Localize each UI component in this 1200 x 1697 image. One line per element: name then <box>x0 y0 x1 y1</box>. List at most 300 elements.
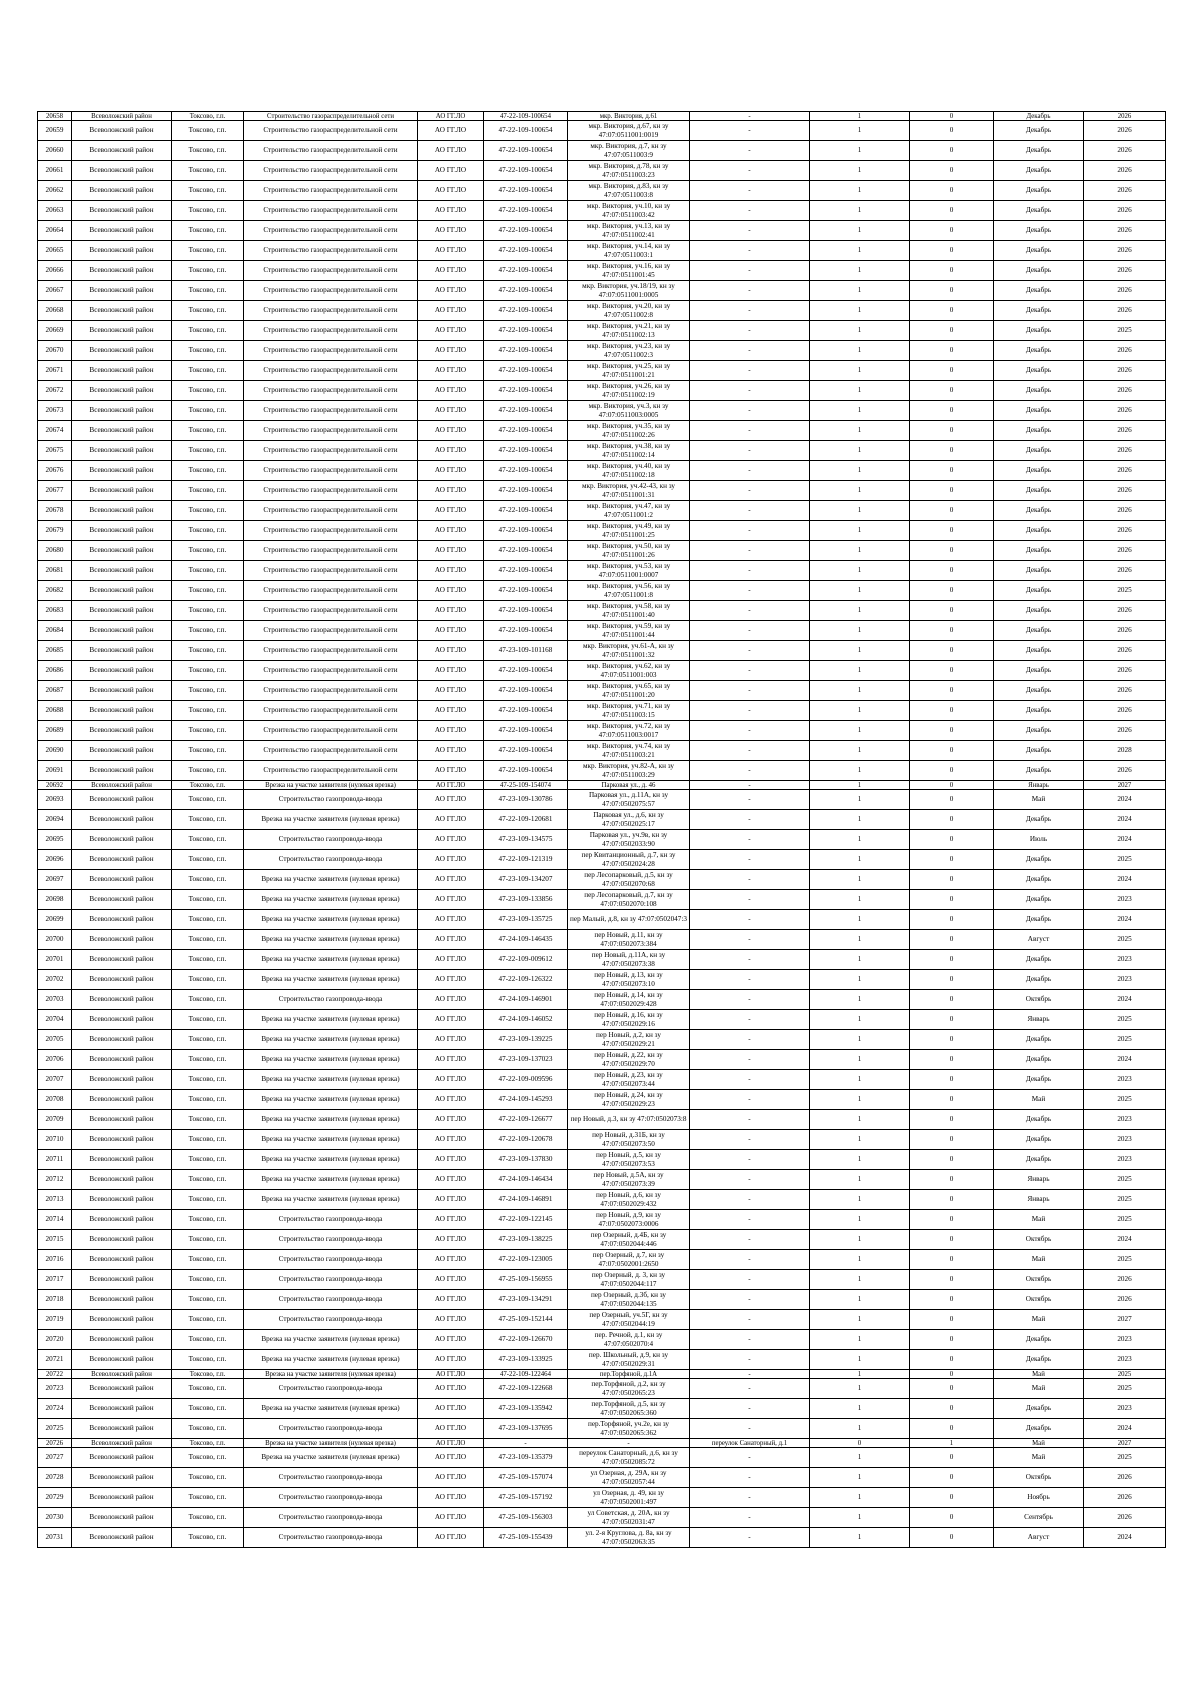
contract-number-cell: 47-23-109-137023 <box>484 1050 568 1070</box>
quantity-alt-cell: 0 <box>910 661 994 681</box>
quantity-cell: 1 <box>810 581 910 601</box>
alt-address-cell: - <box>690 1070 810 1090</box>
alt-address-cell: - <box>690 1399 810 1419</box>
table-row <box>38 221 1166 241</box>
contract-number-cell: 47-22-109-100654 <box>484 721 568 741</box>
district-cell: Всеволожский район <box>72 321 172 341</box>
work-type-cell: Строительство газораспределительной сети <box>244 701 418 721</box>
year-cell: 2026 <box>1084 601 1166 621</box>
year-cell: 2026 <box>1084 301 1166 321</box>
row-number-cell: 20731 <box>38 1528 72 1548</box>
quantity-alt-cell: 0 <box>910 1290 994 1310</box>
row-number-cell: 20676 <box>38 461 72 481</box>
contract-number-cell: 47-24-109-145293 <box>484 1090 568 1110</box>
table-row <box>38 281 1166 301</box>
alt-address-cell: - <box>690 1230 810 1250</box>
work-type-cell: Врезка на участке заявителя (нулевая врезка) <box>244 1399 418 1419</box>
work-type-cell: Врезка на участке заявителя (нулевая врезка) <box>244 950 418 970</box>
quantity-alt-cell: 0 <box>910 521 994 541</box>
row-number-cell: 20682 <box>38 581 72 601</box>
settlement-cell: Токсово, г.п. <box>172 112 244 121</box>
settlement-cell: Токсово, г.п. <box>172 930 244 950</box>
year-cell: 2025 <box>1084 321 1166 341</box>
month-cell: Декабрь <box>994 910 1084 930</box>
address-cell: пер.Торфяной, д.2, кн зу 47:07:0502065:23 <box>568 1379 690 1399</box>
row-number-cell: 20705 <box>38 1030 72 1050</box>
address-cell: пер Новый, д.31Б, кн зу 47:07:0502073:50 <box>568 1130 690 1150</box>
quantity-cell: 1 <box>810 890 910 910</box>
month-cell: Декабрь <box>994 761 1084 781</box>
address-cell: пер Новый, д.11, кн зу 47:07:0502073:384 <box>568 930 690 950</box>
quantity-alt-cell: 0 <box>910 1370 994 1379</box>
month-cell: Май <box>994 1310 1084 1330</box>
work-type-cell: Врезка на участке заявителя (нулевая врезка) <box>244 1190 418 1210</box>
quantity-cell: 1 <box>810 241 910 261</box>
work-type-cell: Врезка на участке заявителя (нулевая врезка) <box>244 1330 418 1350</box>
table-row <box>38 561 1166 581</box>
quantity-cell: 1 <box>810 1010 910 1030</box>
year-cell: 2026 <box>1084 681 1166 701</box>
row-number-cell: 20697 <box>38 870 72 890</box>
settlement-cell: Токсово, г.п. <box>172 870 244 890</box>
month-cell: Декабрь <box>994 501 1084 521</box>
work-type-cell: Врезка на участке заявителя (нулевая врезка) <box>244 1130 418 1150</box>
row-number-cell: 20691 <box>38 761 72 781</box>
year-cell: 2027 <box>1084 1439 1166 1448</box>
organization-cell: АО ГГ.ЛО <box>418 581 484 601</box>
address-cell: пер Озерный, д. 3, кн зу 47:07:0502044:117 <box>568 1270 690 1290</box>
row-number-cell: 20681 <box>38 561 72 581</box>
contract-number-cell: 47-23-109-135725 <box>484 910 568 930</box>
address-cell: пер Новый, д.2, кн зу 47:07:0502029:21 <box>568 1030 690 1050</box>
table-row <box>38 761 1166 781</box>
work-type-cell: Строительство газораспределительной сети <box>244 381 418 401</box>
alt-address-cell: - <box>690 1170 810 1190</box>
year-cell: 2024 <box>1084 1528 1166 1548</box>
year-cell: 2026 <box>1084 1468 1166 1488</box>
table-row <box>38 1030 1166 1050</box>
address-cell: мкр. Виктория, уч.50, кн зу 47:07:0511001:26 <box>568 541 690 561</box>
address-cell: мкр. Виктория, уч.49, кн зу 47:07:0511001:25 <box>568 521 690 541</box>
month-cell: Май <box>994 1250 1084 1270</box>
settlement-cell: Токсово, г.п. <box>172 1350 244 1370</box>
month-cell: Сентябрь <box>994 1508 1084 1528</box>
alt-address-cell: - <box>690 970 810 990</box>
month-cell: Декабрь <box>994 241 1084 261</box>
address-cell: мкр. Виктория, уч.53, кн зу 47:07:0511001:0007 <box>568 561 690 581</box>
contract-number-cell: 47-22-109-100654 <box>484 112 568 121</box>
contract-number-cell: 47-22-109-122464 <box>484 1370 568 1379</box>
work-type-cell: Врезка на участке заявителя (нулевая врезка) <box>244 1350 418 1370</box>
address-cell: мкр. Виктория, уч.16, кн зу 47:07:0511001:45 <box>568 261 690 281</box>
district-cell: Всеволожский район <box>72 301 172 321</box>
settlement-cell: Токсово, г.п. <box>172 261 244 281</box>
alt-address-cell: - <box>690 261 810 281</box>
settlement-cell: Токсово, г.п. <box>172 781 244 790</box>
quantity-alt-cell: 0 <box>910 1310 994 1330</box>
contract-number-cell: 47-22-109-121319 <box>484 850 568 870</box>
settlement-cell: Токсово, г.п. <box>172 301 244 321</box>
contract-number-cell: 47-23-109-130786 <box>484 790 568 810</box>
address-cell: мкр. Виктория, уч.71, кн зу 47:07:0511003:15 <box>568 701 690 721</box>
contract-number-cell: 47-22-109-100654 <box>484 341 568 361</box>
table-row <box>38 181 1166 201</box>
district-cell: Всеволожский район <box>72 990 172 1010</box>
contract-number-cell: 47-23-109-133925 <box>484 1350 568 1370</box>
organization-cell: АО ГГ.ЛО <box>418 741 484 761</box>
organization-cell: АО ГГ.ЛО <box>418 1190 484 1210</box>
quantity-alt-cell: 0 <box>910 1230 994 1250</box>
district-cell: Всеволожский район <box>72 1290 172 1310</box>
contract-number-cell: 47-23-109-138225 <box>484 1230 568 1250</box>
settlement-cell: Токсово, г.п. <box>172 1270 244 1290</box>
work-type-cell: Строительство газораспределительной сети <box>244 161 418 181</box>
quantity-cell: 1 <box>810 321 910 341</box>
work-type-cell: Строительство газопровода-ввода <box>244 1528 418 1548</box>
quantity-alt-cell: 0 <box>910 1030 994 1050</box>
settlement-cell: Токсово, г.п. <box>172 1439 244 1448</box>
month-cell: Декабрь <box>994 621 1084 641</box>
contract-number-cell: 47-22-109-100654 <box>484 621 568 641</box>
quantity-alt-cell: 0 <box>910 830 994 850</box>
year-cell: 2025 <box>1084 1010 1166 1030</box>
table-row <box>38 1110 1166 1130</box>
row-number-cell: 20664 <box>38 221 72 241</box>
year-cell: 2024 <box>1084 990 1166 1010</box>
work-type-cell: Врезка на участке заявителя (нулевая врезка) <box>244 1090 418 1110</box>
settlement-cell: Токсово, г.п. <box>172 1090 244 1110</box>
table-row <box>38 930 1166 950</box>
settlement-cell: Токсово, г.п. <box>172 1130 244 1150</box>
address-cell: мкр. Виктория, уч.26, кн зу 47:07:0511002:19 <box>568 381 690 401</box>
alt-address-cell: - <box>690 641 810 661</box>
table-row <box>38 261 1166 281</box>
table-row <box>38 1010 1166 1030</box>
address-cell: мкр. Виктория, уч.21, кн зу 47:07:0511002:13 <box>568 321 690 341</box>
row-number-cell: 20678 <box>38 501 72 521</box>
month-cell: Декабрь <box>994 221 1084 241</box>
month-cell: Декабрь <box>994 661 1084 681</box>
district-cell: Всеволожский район <box>72 810 172 830</box>
year-cell: 2026 <box>1084 161 1166 181</box>
quantity-cell: 1 <box>810 810 910 830</box>
quantity-cell: 1 <box>810 201 910 221</box>
organization-cell: АО ГГ.ЛО <box>418 1170 484 1190</box>
work-type-cell: Строительство газораспределительной сети <box>244 521 418 541</box>
organization-cell: АО ГГ.ЛО <box>418 1310 484 1330</box>
settlement-cell: Токсово, г.п. <box>172 1030 244 1050</box>
contract-number-cell: 47-22-109-100654 <box>484 561 568 581</box>
row-number-cell: 20729 <box>38 1488 72 1508</box>
work-type-cell: Строительство газораспределительной сети <box>244 201 418 221</box>
district-cell: Всеволожский район <box>72 1230 172 1250</box>
row-number-cell: 20702 <box>38 970 72 990</box>
alt-address-cell: - <box>690 441 810 461</box>
table-row <box>38 1270 1166 1290</box>
row-number-cell: 20703 <box>38 990 72 1010</box>
district-cell: Всеволожский район <box>72 1070 172 1090</box>
address-cell: мкр. Виктория, д.78, кн зу 47:07:0511003:23 <box>568 161 690 181</box>
row-number-cell: 20690 <box>38 741 72 761</box>
contract-number-cell: 47-22-109-100654 <box>484 141 568 161</box>
row-number-cell: 20724 <box>38 1399 72 1419</box>
work-type-cell: Строительство газораспределительной сети <box>244 581 418 601</box>
alt-address-cell: - <box>690 281 810 301</box>
month-cell: Декабрь <box>994 641 1084 661</box>
table-row <box>38 401 1166 421</box>
work-type-cell: Строительство газораспределительной сети <box>244 501 418 521</box>
table-row <box>38 1370 1166 1379</box>
settlement-cell: Токсово, г.п. <box>172 661 244 681</box>
quantity-cell: 1 <box>810 1030 910 1050</box>
organization-cell: АО ГГ.ЛО <box>418 1419 484 1439</box>
work-type-cell: Строительство газораспределительной сети <box>244 241 418 261</box>
year-cell: 2026 <box>1084 521 1166 541</box>
row-number-cell: 20696 <box>38 850 72 870</box>
table-row <box>38 321 1166 341</box>
quantity-cell: 1 <box>810 641 910 661</box>
row-number-cell: 20686 <box>38 661 72 681</box>
quantity-alt-cell: 0 <box>910 1528 994 1548</box>
year-cell: 2026 <box>1084 621 1166 641</box>
address-cell: пер.Торфяной, д.1А <box>568 1370 690 1379</box>
table-row <box>38 1150 1166 1170</box>
month-cell: Декабрь <box>994 1150 1084 1170</box>
row-number-cell: 20670 <box>38 341 72 361</box>
alt-address-cell: - <box>690 870 810 890</box>
work-type-cell: Врезка на участке заявителя (нулевая врезка) <box>244 781 418 790</box>
quantity-cell: 1 <box>810 1290 910 1310</box>
month-cell: Декабрь <box>994 601 1084 621</box>
organization-cell: АО ГГ.ЛО <box>418 261 484 281</box>
district-cell: Всеволожский район <box>72 141 172 161</box>
district-cell: Всеволожский район <box>72 781 172 790</box>
row-number-cell: 20712 <box>38 1170 72 1190</box>
month-cell: Декабрь <box>994 121 1084 141</box>
contract-number-cell: 47-22-109-100654 <box>484 201 568 221</box>
settlement-cell: Токсово, г.п. <box>172 830 244 850</box>
table-row <box>38 112 1166 121</box>
contract-number-cell: 47-25-109-156303 <box>484 1508 568 1528</box>
table-row <box>38 1379 1166 1399</box>
contract-number-cell: 47-22-109-126322 <box>484 970 568 990</box>
quantity-cell: 1 <box>810 781 910 790</box>
alt-address-cell: - <box>690 761 810 781</box>
work-type-cell: Строительство газопровода-ввода <box>244 1270 418 1290</box>
row-number-cell: 20730 <box>38 1508 72 1528</box>
work-type-cell: Врезка на участке заявителя (нулевая врезка) <box>244 1150 418 1170</box>
quantity-alt-cell: 0 <box>910 761 994 781</box>
district-cell: Всеволожский район <box>72 1370 172 1379</box>
quantity-cell: 1 <box>810 721 910 741</box>
quantity-cell: 1 <box>810 1488 910 1508</box>
table-row <box>38 141 1166 161</box>
district-cell: Всеволожский район <box>72 561 172 581</box>
quantity-cell: 1 <box>810 970 910 990</box>
quantity-alt-cell: 0 <box>910 1330 994 1350</box>
alt-address-cell: - <box>690 1448 810 1468</box>
month-cell: Декабрь <box>994 890 1084 910</box>
alt-address-cell: - <box>690 701 810 721</box>
alt-address-cell: - <box>690 850 810 870</box>
quantity-cell: 1 <box>810 1330 910 1350</box>
organization-cell: АО ГГ.ЛО <box>418 1488 484 1508</box>
quantity-cell: 1 <box>810 1110 910 1130</box>
work-type-cell: Строительство газопровода-ввода <box>244 1379 418 1399</box>
month-cell: Май <box>994 1379 1084 1399</box>
district-cell: Всеволожский район <box>72 1399 172 1419</box>
contract-number-cell: 47-22-109-120678 <box>484 1130 568 1150</box>
settlement-cell: Токсово, г.п. <box>172 521 244 541</box>
district-cell: Всеволожский район <box>72 1050 172 1070</box>
address-cell: пер Озерный, д.3б, кн зу 47:07:0502044:135 <box>568 1290 690 1310</box>
quantity-cell: 1 <box>810 930 910 950</box>
settlement-cell: Токсово, г.п. <box>172 621 244 641</box>
alt-address-cell: - <box>690 141 810 161</box>
quantity-alt-cell: 0 <box>910 970 994 990</box>
row-number-cell: 20699 <box>38 910 72 930</box>
settlement-cell: Токсово, г.п. <box>172 481 244 501</box>
work-type-cell: Строительство газораспределительной сети <box>244 461 418 481</box>
month-cell: Декабрь <box>994 541 1084 561</box>
district-cell: Всеволожский район <box>72 1170 172 1190</box>
district-cell: Всеволожский район <box>72 1210 172 1230</box>
organization-cell: АО ГГ.ЛО <box>418 870 484 890</box>
quantity-cell: 1 <box>810 481 910 501</box>
year-cell: 2026 <box>1084 701 1166 721</box>
quantity-alt-cell: 0 <box>910 121 994 141</box>
quantity-cell: 1 <box>810 541 910 561</box>
address-cell: пер Озерный, д.7, кн зу 47:07:0502001:2650 <box>568 1250 690 1270</box>
quantity-cell: 1 <box>810 1448 910 1468</box>
month-cell: Декабрь <box>994 1399 1084 1419</box>
month-cell: Декабрь <box>994 1030 1084 1050</box>
address-cell: мкр. Виктория, уч.61-А, кн зу 47:07:0511001:32 <box>568 641 690 661</box>
quantity-cell: 1 <box>810 1310 910 1330</box>
work-type-cell: Строительство газораспределительной сети <box>244 761 418 781</box>
year-cell: 2026 <box>1084 561 1166 581</box>
month-cell: Декабрь <box>994 401 1084 421</box>
month-cell: Декабрь <box>994 1130 1084 1150</box>
quantity-cell: 1 <box>810 112 910 121</box>
district-cell: Всеволожский район <box>72 721 172 741</box>
contract-number-cell: 47-25-109-152144 <box>484 1310 568 1330</box>
district-cell: Всеволожский район <box>72 970 172 990</box>
year-cell: 2024 <box>1084 1230 1166 1250</box>
district-cell: Всеволожский район <box>72 441 172 461</box>
settlement-cell: Токсово, г.п. <box>172 761 244 781</box>
district-cell: Всеволожский район <box>72 1190 172 1210</box>
quantity-alt-cell: 0 <box>910 1379 994 1399</box>
alt-address-cell: - <box>690 721 810 741</box>
quantity-cell: 1 <box>810 990 910 1010</box>
organization-cell: АО ГГ.ЛО <box>418 241 484 261</box>
table-row <box>38 341 1166 361</box>
contract-number-cell: 47-23-109-135379 <box>484 1448 568 1468</box>
district-cell: Всеволожский район <box>72 121 172 141</box>
quantity-cell: 1 <box>810 1090 910 1110</box>
quantity-cell: 1 <box>810 1250 910 1270</box>
year-cell: 2023 <box>1084 890 1166 910</box>
settlement-cell: Токсово, г.п. <box>172 890 244 910</box>
table-row <box>38 781 1166 790</box>
row-number-cell: 20728 <box>38 1468 72 1488</box>
table-row <box>38 121 1166 141</box>
contract-number-cell: - <box>484 1439 568 1448</box>
alt-address-cell: - <box>690 221 810 241</box>
quantity-alt-cell: 0 <box>910 221 994 241</box>
organization-cell: АО ГГ.ЛО <box>418 401 484 421</box>
row-number-cell: 20727 <box>38 1448 72 1468</box>
quantity-cell: 1 <box>810 301 910 321</box>
organization-cell: АО ГГ.ЛО <box>418 461 484 481</box>
work-type-cell: Врезка на участке заявителя (нулевая врезка) <box>244 870 418 890</box>
alt-address-cell: - <box>690 561 810 581</box>
settlement-cell: Токсово, г.п. <box>172 1468 244 1488</box>
contract-number-cell: 47-23-109-101168 <box>484 641 568 661</box>
settlement-cell: Токсово, г.п. <box>172 1210 244 1230</box>
row-number-cell: 20722 <box>38 1370 72 1379</box>
organization-cell: АО ГГ.ЛО <box>418 1070 484 1090</box>
district-cell: Всеволожский район <box>72 341 172 361</box>
contract-number-cell: 47-22-109-100654 <box>484 281 568 301</box>
row-number-cell: 20672 <box>38 381 72 401</box>
quantity-alt-cell: 0 <box>910 1070 994 1090</box>
address-cell: ул Озерная, д. 29А, кн зу 47:07:0502057:44 <box>568 1468 690 1488</box>
alt-address-cell: - <box>690 1330 810 1350</box>
row-number-cell: 20684 <box>38 621 72 641</box>
organization-cell: АО ГГ.ЛО <box>418 121 484 141</box>
alt-address-cell: - <box>690 301 810 321</box>
row-number-cell: 20665 <box>38 241 72 261</box>
row-number-cell: 20671 <box>38 361 72 381</box>
district-cell: Всеволожский район <box>72 621 172 641</box>
row-number-cell: 20713 <box>38 1190 72 1210</box>
alt-address-cell: - <box>690 1010 810 1030</box>
address-cell: мкр. Виктория, уч.74, кн зу 47:07:0511003:21 <box>568 741 690 761</box>
settlement-cell: Токсово, г.п. <box>172 581 244 601</box>
work-type-cell: Строительство газораспределительной сети <box>244 112 418 121</box>
year-cell: 2026 <box>1084 241 1166 261</box>
contract-number-cell: 47-25-109-155439 <box>484 1528 568 1548</box>
quantity-alt-cell: 0 <box>910 301 994 321</box>
district-cell: Всеволожский район <box>72 501 172 521</box>
month-cell: Январь <box>994 1170 1084 1190</box>
contract-number-cell: 47-22-109-100654 <box>484 421 568 441</box>
quantity-alt-cell: 0 <box>910 890 994 910</box>
organization-cell: АО ГГ.ЛО <box>418 201 484 221</box>
quantity-alt-cell: 0 <box>910 1190 994 1210</box>
quantity-cell: 1 <box>810 1170 910 1190</box>
quantity-alt-cell: 0 <box>910 1050 994 1070</box>
district-cell: Всеволожский район <box>72 641 172 661</box>
contract-number-cell: 47-22-109-100654 <box>484 161 568 181</box>
year-cell: 2026 <box>1084 281 1166 301</box>
quantity-alt-cell: 0 <box>910 181 994 201</box>
organization-cell: АО ГГ.ЛО <box>418 1130 484 1150</box>
work-type-cell: Строительство газораспределительной сети <box>244 481 418 501</box>
contract-number-cell: 47-23-109-134575 <box>484 830 568 850</box>
row-number-cell: 20668 <box>38 301 72 321</box>
contract-number-cell: 47-22-109-100654 <box>484 441 568 461</box>
quantity-alt-cell: 0 <box>910 581 994 601</box>
work-type-cell: Строительство газораспределительной сети <box>244 341 418 361</box>
contract-number-cell: 47-22-109-100654 <box>484 581 568 601</box>
year-cell: 2026 <box>1084 341 1166 361</box>
year-cell: 2026 <box>1084 421 1166 441</box>
address-cell: пер Малый, д.8, кн зу 47:07:0502047:3 <box>568 910 690 930</box>
organization-cell: АО ГГ.ЛО <box>418 1050 484 1070</box>
